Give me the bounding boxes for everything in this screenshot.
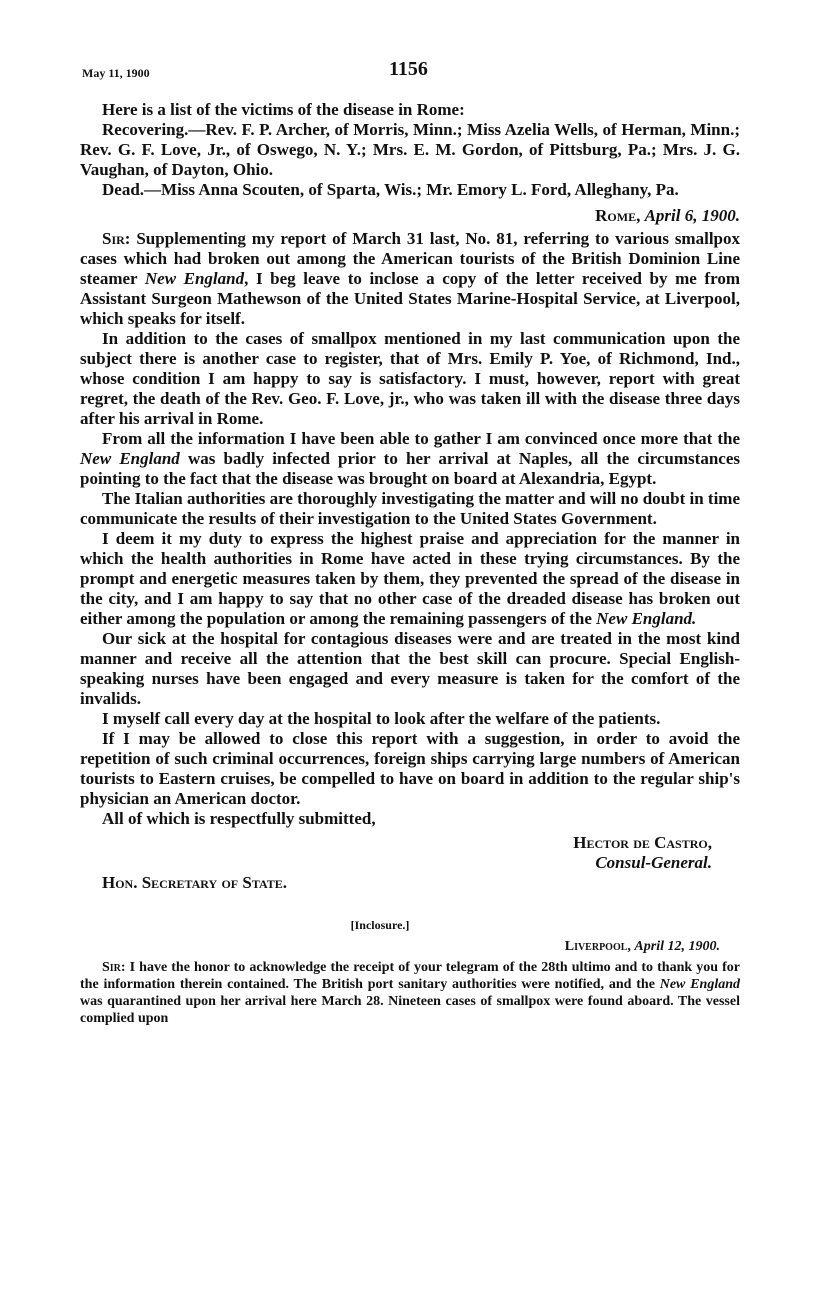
signature-title: Consul-General.	[595, 853, 712, 872]
page-number: 1156	[389, 58, 428, 80]
salutation: Sir:	[102, 229, 131, 248]
ship-name: New England	[80, 449, 180, 468]
signature-name: Hector de Castro,	[573, 833, 712, 852]
dateline-date: April 6, 1900.	[644, 206, 740, 225]
addressee: Hon. Secretary of State.	[102, 873, 287, 892]
paragraph-text: I have the honor to acknowledge the receipt of your telegram of the 28th ultimo and to thank you for the information therein contained. The British port sanitary authorities were notified, and the	[80, 960, 740, 992]
dateline-date: April 12, 1900.	[634, 939, 720, 954]
dateline-place: Rome,	[595, 206, 641, 225]
dead-list: Dead.—Miss Anna Scouten, of Sparta, Wis.; Mr. Emory L. Ford, Alleghany, Pa.	[102, 180, 679, 199]
ship-name: New England	[659, 977, 740, 992]
letter-paragraph-4: The Italian authorities are thoroughly investigating the matter and will no doubt in time communicate the results of their investigation to the United States Government.	[80, 489, 741, 528]
recovering-list: Recovering.—Rev. F. P. Archer, of Morris, Minn.; Miss Azelia Wells, of Herman, Minn.; Rev. G. F. Love, Jr., of Oswego, N. Y.; Mrs. E. M. Gordon, of Pittsburg, Pa.; Mrs. J. G. Vaughan, of Dayton, Ohio.	[80, 120, 740, 179]
paragraph-text: Supplementing my report of March 31 last, No. 81, referring to various smallpox cases which had broken out among the American tourists of the British Dominion Line steamer	[80, 229, 740, 288]
inclosure-paragraph	[80, 959, 740, 1027]
salutation: Sir:	[102, 960, 126, 975]
rome-dateline	[80, 206, 740, 226]
victims-intro: Here is a list of the victims of the disease in Rome:	[102, 100, 465, 119]
ship-name: New England	[144, 269, 245, 288]
letter-paragraph-8: If I may be allowed to close this report with a suggestion, in order to avoid the repetition of such criminal occurrences, foreign ships carrying large numbers of American tourists to Eastern cruises, be compelled to have on board in addition to the regular ship's physician an American doctor.	[80, 729, 740, 808]
letter-paragraph-5	[80, 529, 740, 629]
paragraph-text: was badly infected prior to her arrival at Naples, all the circumstances pointing to the fact that the disease was brought on board at Alexandria, Egypt.	[80, 449, 740, 488]
letter-paragraph-7: I myself call every day at the hospital to look after the welfare of the patients.	[102, 709, 661, 728]
letter-paragraph-1	[80, 229, 740, 329]
inclosure-label: [Inclosure.]	[350, 918, 410, 932]
paragraph-text: was quarantined upon her arrival here March 28. Nineteen cases of smallpox were found aboard. The vessel complied upon	[80, 994, 740, 1026]
letter-paragraph-6: Our sick at the hospital for contagious diseases were and are treated in the most kind manner and receive all the attention that the best skill can procure. Special English-speaking nurses have been engaged and every measure is taken for the comfort of the invalids.	[80, 629, 740, 708]
paragraph-text: I deem it my duty to express the highest praise and appreciation for the manner in which the health authorities in Rome have acted in these trying circumstances. By the prompt and energetic measures taken by them, they prevented the spread of the disease in the city, and I am happy to say that no other case of the dreaded disease has broken out either among the population or among the remaining passengers of the	[80, 529, 740, 628]
paragraph-text: From all the information I have been able to gather I am convinced once more that the	[102, 429, 740, 448]
dateline-place: Liverpool,	[564, 939, 631, 954]
document-body	[80, 100, 740, 1027]
ship-name: New England.	[596, 609, 697, 628]
letter-closing: All of which is respectfully submitted,	[102, 809, 376, 828]
liverpool-dateline	[80, 937, 720, 957]
header-date: May 11, 1900	[82, 66, 150, 80]
letter-paragraph-2: In addition to the cases of smallpox mentioned in my last communication upon the subject there is another case to register, that of Mrs. Emily P. Yoe, of Richmond, Ind., whose condition I am happy to say is satisfactory. I must, however, report with great regret, the death of the Rev. Geo. F. Love, jr., who was taken ill with the disease three days after his arrival in Rome.	[80, 329, 740, 428]
paragraph-text: , I beg leave to inclose a copy of the letter received by me from Assistant Surgeon Mathewson of the United States Marine-Hospital Service, at Liverpool, which speaks for itself.	[80, 269, 740, 328]
letter-paragraph-3	[80, 429, 740, 489]
